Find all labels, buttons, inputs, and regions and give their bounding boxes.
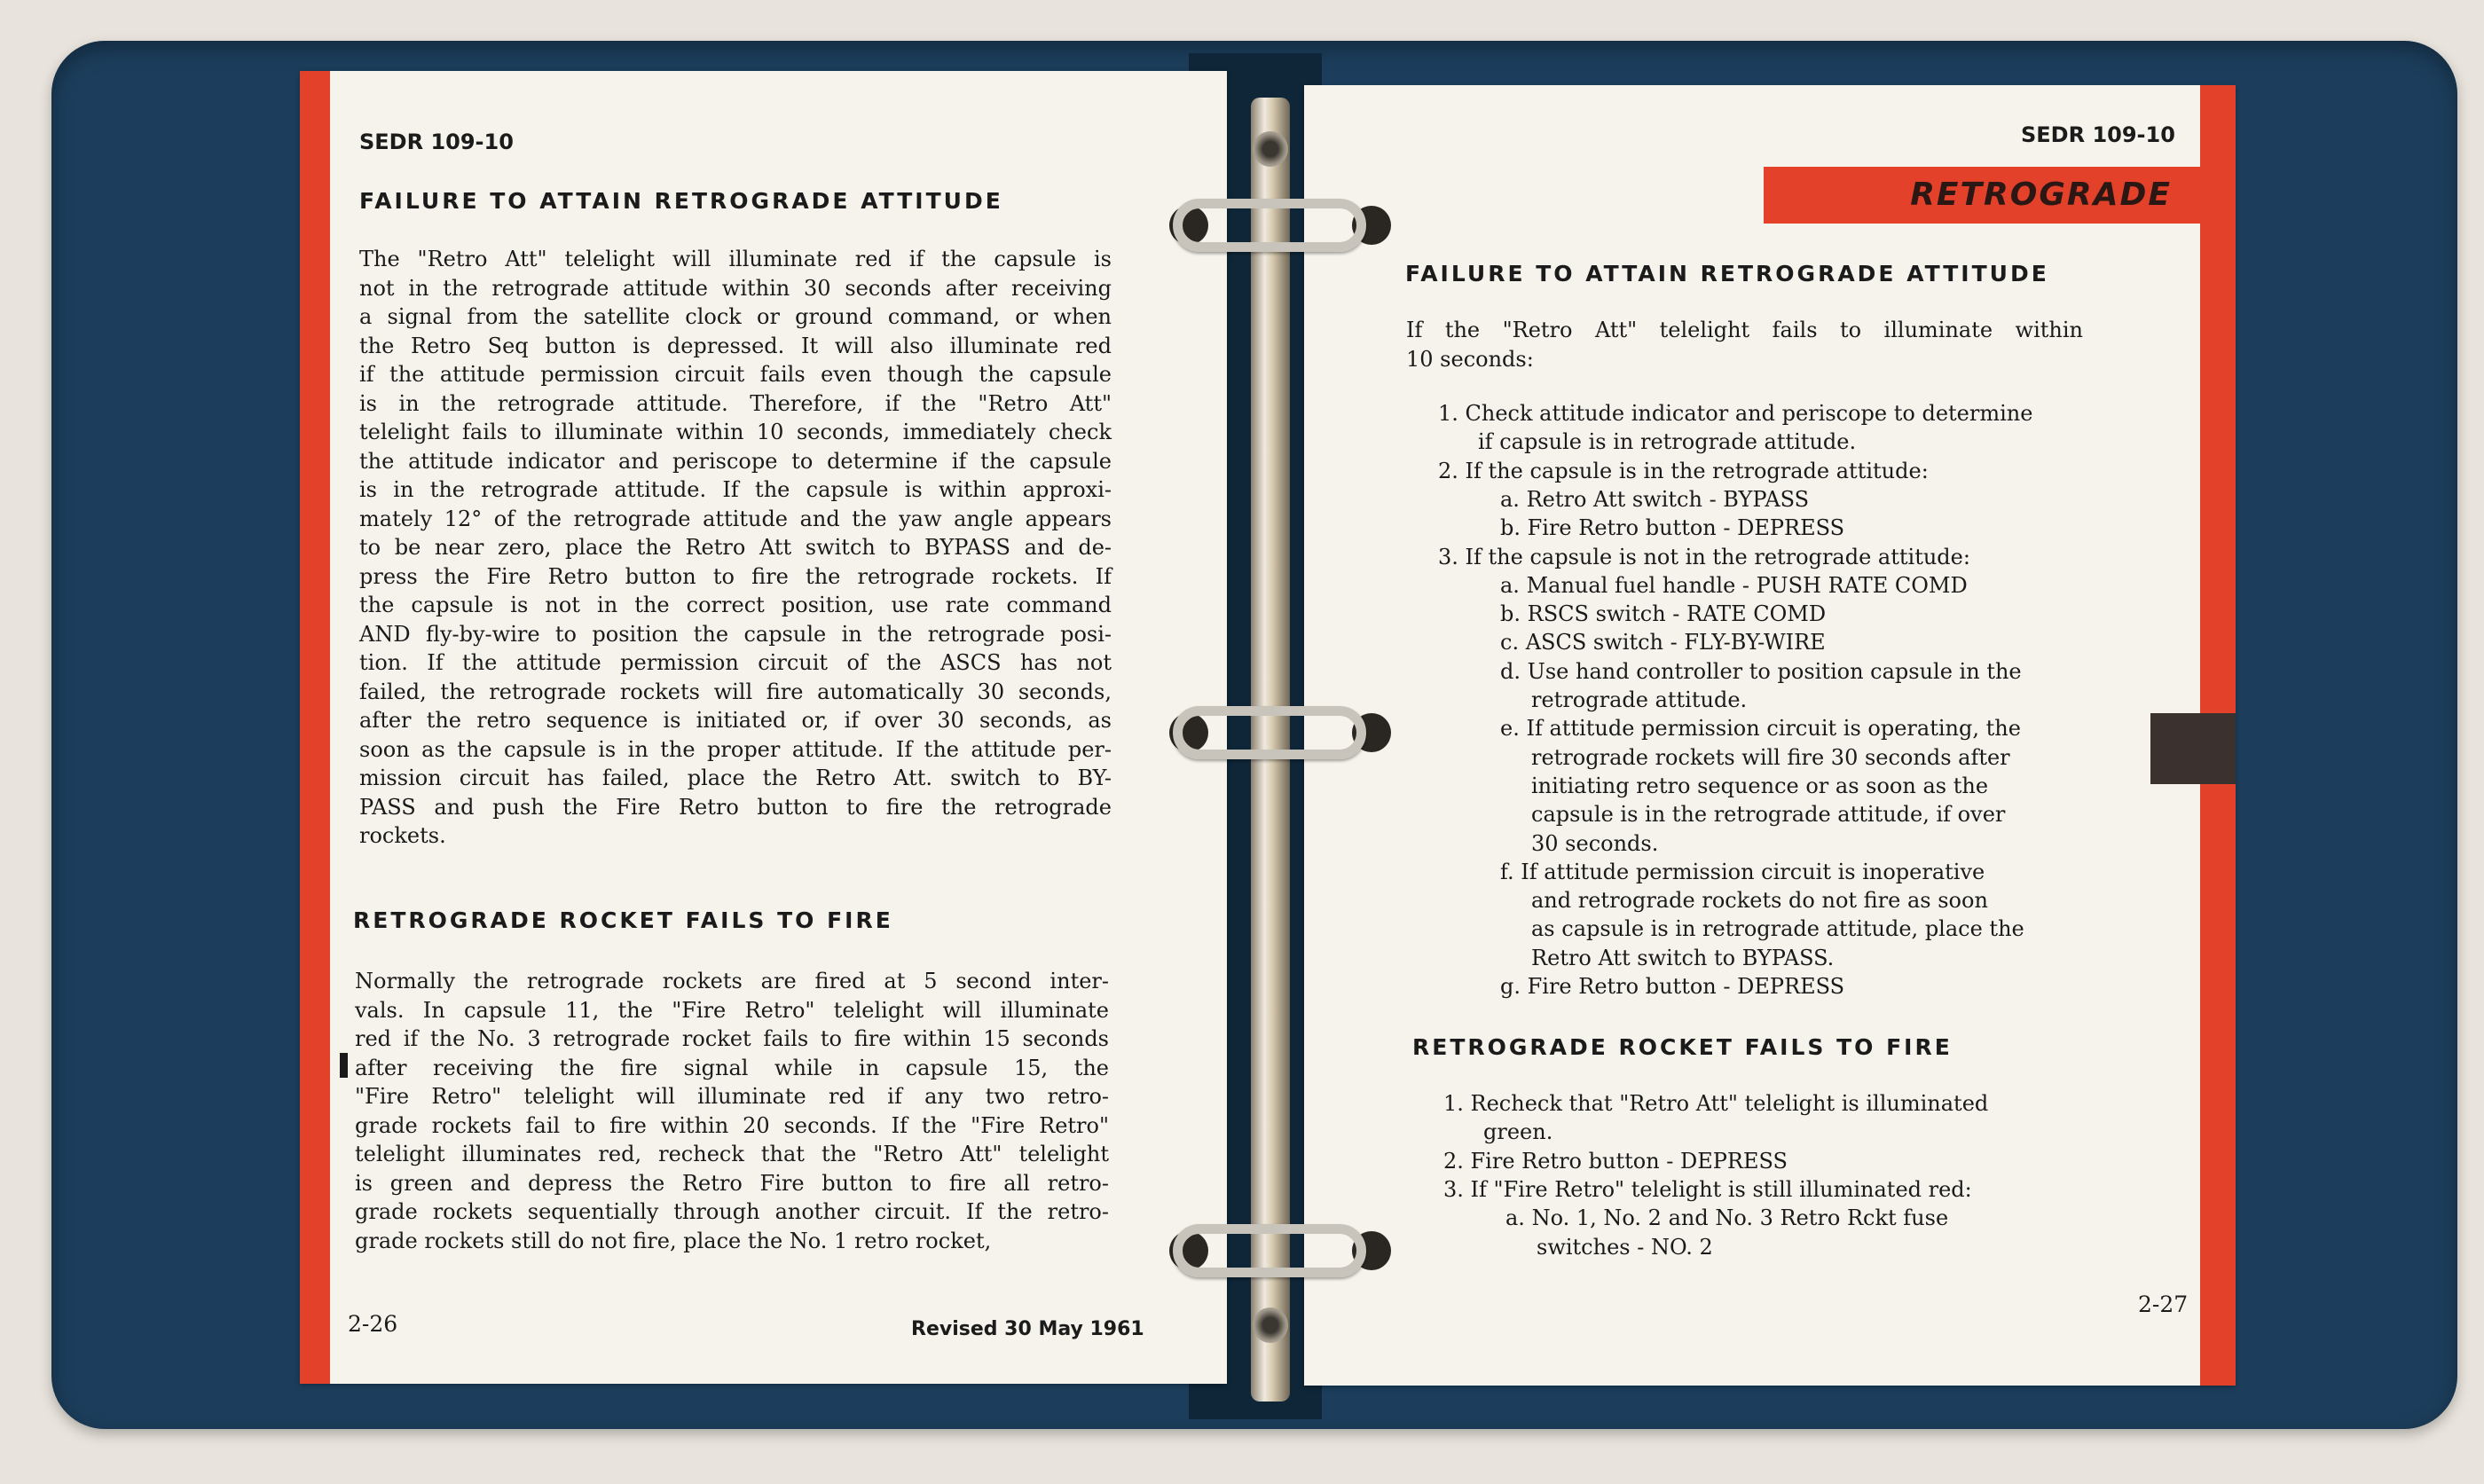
text-line: red if the No. 3 retrograde rocket fails to fire within 15 seconds: [355, 1026, 1109, 1051]
text-line: the capsule is not in the correct position, use rate command: [359, 593, 1112, 617]
procedure-step: retrograde attitude.: [1531, 687, 1748, 712]
text-line: grade rockets still do not fire, place the No. 1 retro rocket,: [355, 1228, 992, 1253]
procedure-step: capsule is in the retrograde attitude, if over: [1531, 802, 2006, 828]
procedure-step: a. No. 1, No. 2 and No. 3 Retro Rckt fuse: [1505, 1205, 1949, 1231]
revision-date: Revised 30 May 1961: [911, 1318, 1144, 1340]
text-line: The "Retro Att" telelight will illuminate red if the capsule is: [359, 247, 1112, 271]
right-heading-failure-attitude: FAILURE TO ATTAIN RETROGRADE ATTITUDE: [1405, 261, 2049, 287]
procedure-step: f. If attitude permission circuit is inoperative: [1500, 859, 1985, 884]
binder-rivet-bottom: [1253, 1307, 1288, 1343]
text-line: mately 12° of the retrograde attitude and the yaw angle appears: [359, 506, 1112, 531]
procedure-step: switches - NO. 2: [1537, 1234, 1713, 1260]
binder-ring-bottom[interactable]: [1173, 1224, 1366, 1277]
binder-ring-middle[interactable]: [1173, 706, 1366, 759]
procedure-step: g. Fire Retro button - DEPRESS: [1500, 974, 1845, 999]
procedure-step: b. Fire Retro button - DEPRESS: [1500, 515, 1845, 541]
procedure-step: initiating retro sequence or as soon as the: [1531, 773, 1989, 798]
text-line: the attitude indicator and periscope to determine if the capsule: [359, 448, 1112, 474]
text-line: is in the retrograde attitude. If the capsule is within approxi-: [359, 477, 1112, 502]
procedure-step: e. If attitude permission circuit is operating, the: [1500, 716, 2021, 742]
text-line: rockets.: [359, 823, 446, 848]
text-line: 10 seconds:: [1406, 346, 1534, 372]
text-line: soon as the capsule is in the proper attitude. If the attitude per-: [359, 736, 1112, 762]
text-line: PASS and push the Fire Retro button to fire the retrograde: [359, 794, 1112, 820]
procedure-step: 1. Check attitude indicator and periscope to determine: [1438, 401, 2033, 426]
procedure-step: b. RSCS switch - RATE COMD: [1500, 601, 1827, 627]
procedure-step: 3. If the capsule is not in the retrograde attitude:: [1438, 544, 1970, 569]
procedure-step: green.: [1483, 1119, 1553, 1145]
procedure-step: d. Use hand controller to position capsule in the: [1500, 658, 2022, 684]
text-line: telelight illuminates red, recheck that the "Retro Att" telelight: [355, 1142, 1109, 1166]
change-bar: [340, 1053, 348, 1078]
text-line: tion. If the attitude permission circuit of the ASCS has not: [359, 650, 1112, 675]
procedure-step: a. Retro Att switch - BYPASS: [1500, 486, 1810, 512]
procedure-step: 1. Recheck that "Retro Att" telelight is illuminated: [1443, 1091, 1989, 1116]
text-line: the Retro Seq button is depressed. It will also illuminate red: [359, 333, 1112, 358]
procedure-step: c. ASCS switch - FLY-BY-WIRE: [1500, 630, 1826, 656]
procedure-step: retrograde rockets will fire 30 seconds after: [1531, 744, 2010, 770]
text-line: mission circuit has failed, place the Retro Att. switch to BY-: [359, 766, 1112, 790]
procedure-step: and retrograde rockets do not fire as soon: [1531, 888, 1988, 914]
procedure-step: 2. If the capsule is in the retrograde attitude:: [1438, 458, 1929, 483]
procedure-step: 3. If "Fire Retro" telelight is still illuminated red:: [1443, 1176, 1972, 1202]
text-line: AND fly-by-wire to position the capsule in the retrograde posi-: [359, 621, 1112, 647]
left-heading-failure-attitude: FAILURE TO ATTAIN RETROGRADE ATTITUDE: [359, 188, 1003, 214]
section-banner: RETROGRADE: [1764, 167, 2207, 224]
left-doc-id: SEDR 109-10: [359, 130, 514, 154]
text-line: a signal from the satellite clock or ground command, or when: [359, 304, 1112, 329]
binder-ring-top[interactable]: [1173, 199, 1366, 252]
text-line: failed, the retrograde rockets will fire automatically 30 seconds,: [359, 679, 1112, 704]
text-line: after the retro sequence is initiated or, if over 30 seconds, as: [359, 708, 1112, 733]
procedure-step: Retro Att switch to BYPASS.: [1531, 945, 1835, 970]
section-tab-marker: [2150, 713, 2236, 784]
procedure-step: 30 seconds.: [1531, 830, 1659, 856]
text-line: press the Fire Retro button to fire the retrograde rockets. If: [359, 563, 1112, 589]
text-line: grade rockets fail to fire within 20 seconds. If the "Fire Retro": [355, 1112, 1109, 1138]
binder-rivet-top: [1253, 131, 1288, 167]
text-line: grade rockets sequentially through another circuit. If the retro-: [355, 1199, 1109, 1224]
right-heading-rocket-fails: RETROGRADE ROCKET FAILS TO FIRE: [1412, 1034, 1953, 1060]
right-page-number: 2-27: [2138, 1292, 2189, 1317]
left-page-number: 2-26: [348, 1311, 398, 1337]
text-line: Normally the retrograde rockets are fired at 5 second inter-: [355, 969, 1109, 993]
procedure-step: a. Manual fuel handle - PUSH RATE COMD: [1500, 572, 1968, 598]
text-line: If the "Retro Att" telelight fails to illuminate within: [1406, 318, 2083, 342]
text-line: to be near zero, place the Retro Att switch to BYPASS and de-: [359, 535, 1112, 560]
text-line: "Fire Retro" telelight will illuminate red if any two retro-: [355, 1084, 1109, 1109]
text-line: telelight fails to illuminate within 10 seconds, immediately check: [359, 420, 1112, 444]
text-line: is green and depress the Retro Fire button to fire all retro-: [355, 1170, 1109, 1196]
text-line: if the attitude permission circuit fails even though the capsule: [359, 362, 1112, 387]
procedure-step: if capsule is in retrograde attitude.: [1478, 429, 1857, 455]
procedure-step: as capsule is in retrograde attitude, place the: [1531, 916, 2024, 942]
procedure-step: 2. Fire Retro button - DEPRESS: [1443, 1148, 1788, 1174]
text-line: after receiving the fire signal while in capsule 15, the: [355, 1055, 1109, 1080]
right-doc-id: SEDR 109-10: [2021, 122, 2175, 147]
left-page-red-edge: [300, 71, 330, 1384]
text-line: is in the retrograde attitude. Therefore, if the "Retro Att": [359, 390, 1112, 416]
left-heading-rocket-fails: RETROGRADE ROCKET FAILS TO FIRE: [353, 907, 893, 933]
text-line: vals. In capsule 11, the "Fire Retro" telelight will illuminate: [355, 997, 1109, 1023]
text-line: not in the retrograde attitude within 30 seconds after receiving: [359, 275, 1112, 301]
